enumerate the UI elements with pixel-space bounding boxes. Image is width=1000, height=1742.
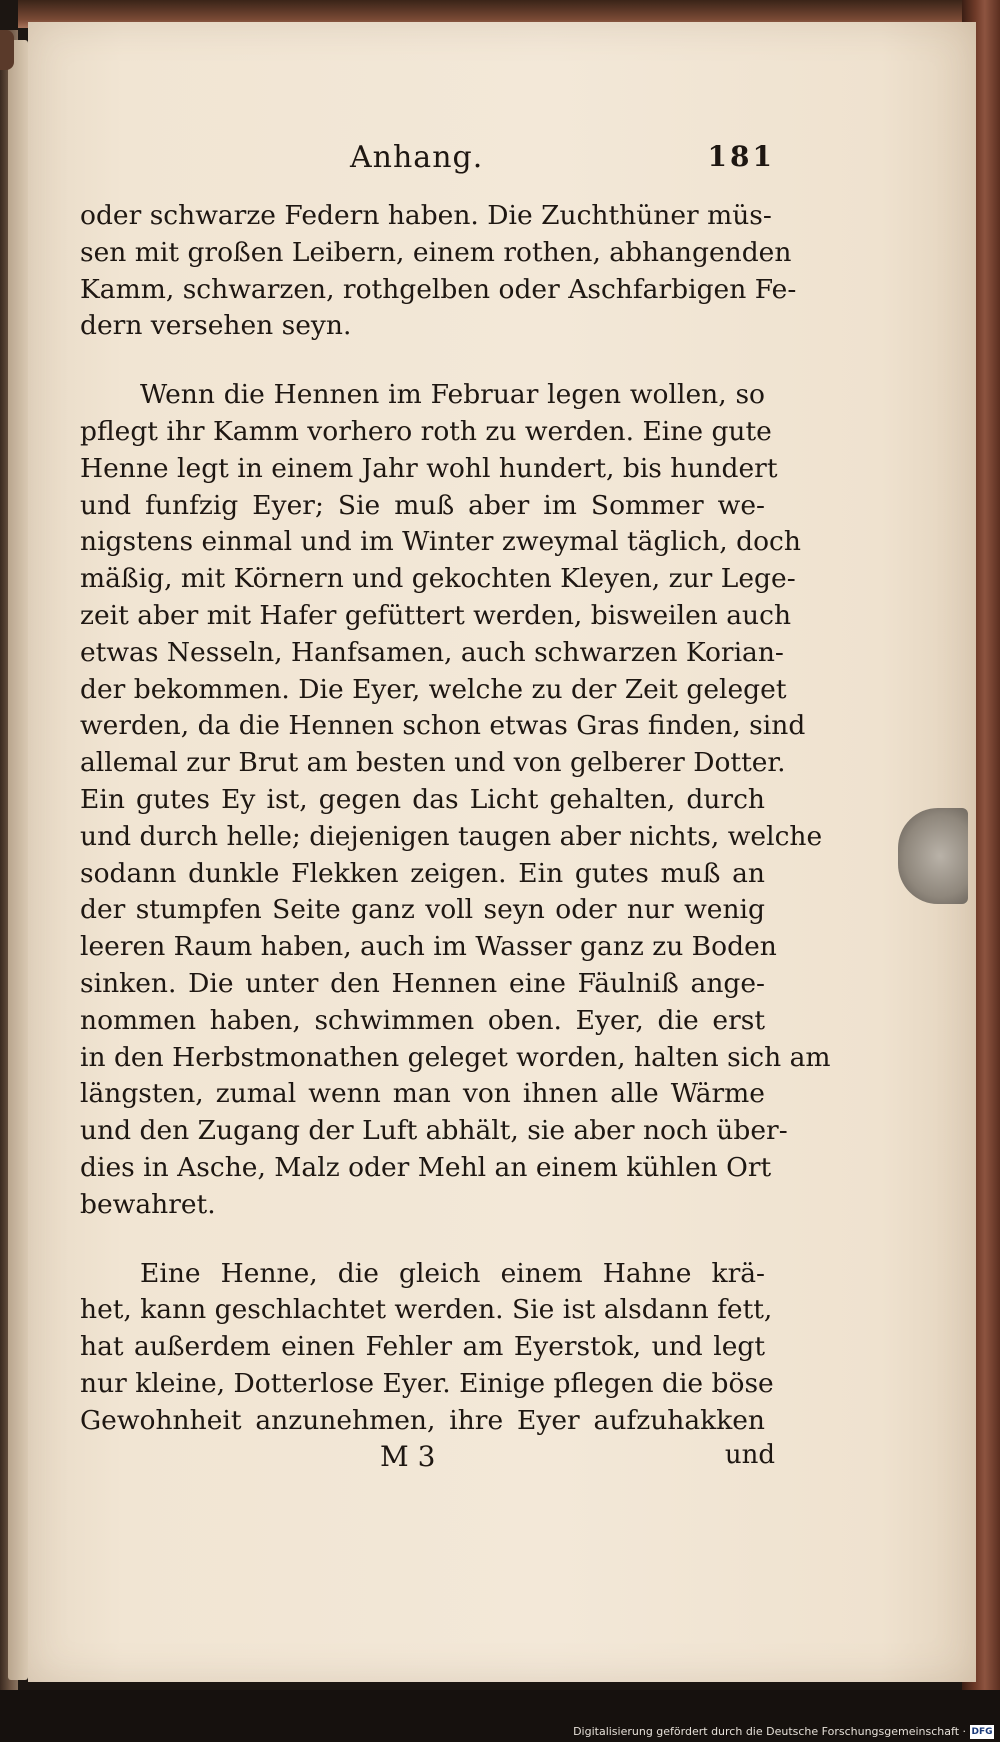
text-line: und funfzig Eyer; Sie muß aber im Sommer we-: [80, 489, 765, 521]
text-line: het, kann geschlachtet werden. Sie ist alsdann fett,: [80, 1294, 773, 1326]
signature-mark: M 3: [380, 1439, 436, 1473]
page-footer: [80, 1439, 775, 1480]
digitization-credit: Digitalisierung gefördert durch die Deutsche Forschungsgemeinschaft ·: [573, 1725, 966, 1738]
text-line: allemal zur Brut am besten und von gelberer Dotter.: [80, 747, 786, 779]
text-line: der stumpfen Seite ganz voll seyn oder nur wenig: [80, 894, 765, 926]
text-line: hat außerdem einen Fehler am Eyerstok, und legt: [80, 1331, 765, 1363]
paragraph-1: [80, 198, 797, 345]
text-line: pflegt ihr Kamm vorhero roth zu werden. Eine gute: [80, 415, 772, 447]
page-number: 181: [707, 140, 775, 173]
text-line: Ein gutes Ey ist, gegen das Licht gehalten, durch: [80, 783, 765, 815]
text-line: nigstens einmal und im Winter zweymal täglich, doch: [80, 526, 801, 558]
text-line: dern versehen seyn.: [80, 310, 352, 342]
text-line: sodann dunkle Flekken zeigen. Ein gutes muß an: [80, 857, 765, 889]
text-line: und durch helle; diejenigen taugen aber nichts, welche: [80, 820, 823, 852]
text-line: Wenn die Hennen im Februar legen wollen, so: [140, 379, 765, 411]
text-line: in den Herbstmonathen geleget worden, halten sich am: [80, 1041, 831, 1073]
text-line: Gewohnheit anzunehmen, ihre Eyer aufzuhakken: [80, 1404, 765, 1436]
page-clip: [898, 808, 968, 904]
text-line: nommen haben, schwimmen oben. Eyer, die erst: [80, 1004, 765, 1036]
text-line: dies in Asche, Malz oder Mehl an einem kühlen Ort: [80, 1151, 772, 1183]
running-title: Anhang.: [350, 140, 484, 175]
text-line: werden, da die Hennen schon etwas Gras finden, sind: [80, 710, 806, 742]
credit-bar: [0, 1690, 1000, 1742]
facing-page-edge: [8, 40, 28, 1680]
text-line: sinken. Die unter den Hennen eine Fäulniß ange-: [80, 967, 765, 999]
text-line: Kamm, schwarzen, rothgelben oder Aschfarbigen Fe-: [80, 273, 797, 305]
text-line: Henne legt in einem Jahr wohl hundert, bis hundert: [80, 452, 778, 484]
text-line: etwas Nesseln, Hanfsamen, auch schwarzen Korian-: [80, 636, 784, 668]
catchword: und: [724, 1439, 775, 1470]
paragraph-3: [80, 1256, 774, 1440]
bookmark-tab: [0, 30, 14, 70]
text-line: sen mit großen Leibern, einem rothen, abhangenden: [80, 236, 792, 268]
text-line: bewahret.: [80, 1188, 216, 1220]
text-line: leeren Raum haben, auch im Wasser ganz zu Boden: [80, 931, 777, 963]
text-line: und den Zugang der Luft abhält, sie aber noch über-: [80, 1115, 788, 1147]
text-line: Eine Henne, die gleich einem Hahne krä-: [140, 1257, 765, 1289]
text-line: nur kleine, Dotterlose Eyer. Einige pflegen die böse: [80, 1367, 774, 1399]
dfg-logo-icon: DFG: [971, 1727, 993, 1737]
text-line: zeit aber mit Hafer gefüttert werden, bisweilen auch: [80, 599, 792, 631]
page-text-block: [80, 140, 831, 1480]
text-line: oder schwarze Federn haben. Die Zuchthüner müs-: [80, 200, 772, 231]
text-line: der bekommen. Die Eyer, welche zu der Zeit geleget: [80, 673, 787, 705]
text-line: längsten, zumal wenn man von ihnen alle Wärme: [80, 1078, 765, 1110]
page-header: [80, 140, 775, 198]
text-line: mäßig, mit Körnern und gekochten Kleyen, zur Lege-: [80, 563, 796, 595]
paragraph-2: [80, 377, 831, 1223]
